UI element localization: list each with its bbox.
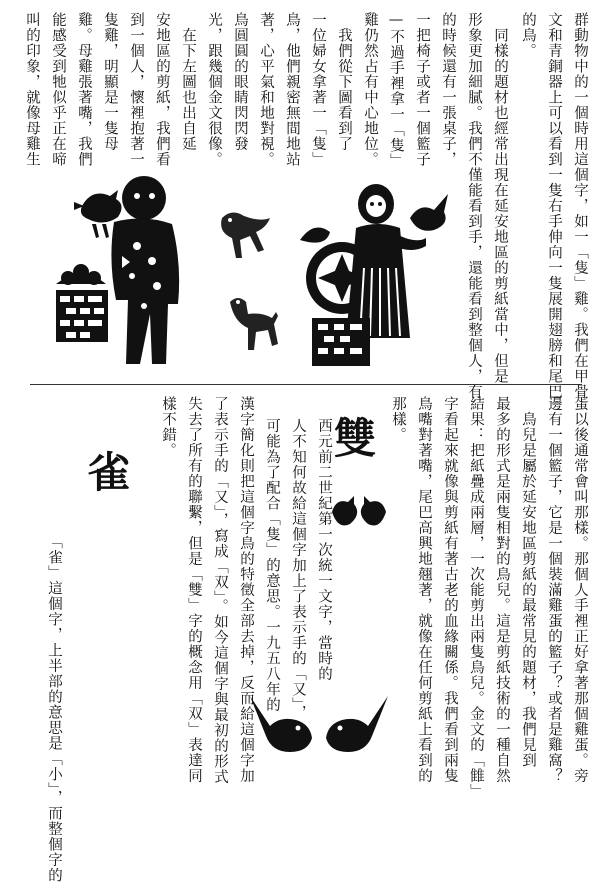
text-column: 鳥嘴對著嘴，尾巴高興地翹著，就像在任何剪紙上看到的: [416, 396, 432, 784]
bronze-script-paired-birds: [328, 492, 390, 532]
text-column: 失去了所有的聯繫，但是「雙」字的概念用「双」表達同: [186, 396, 202, 784]
papercut-woman-with-bird: [290, 168, 460, 378]
text-column: 字看起來就像與剪紙有著古老的血緣關係。我們看到兩隻: [442, 396, 458, 784]
text-column: 邊有一個籃子，它是一個裝滿雞蛋的籃子？或者是雞窩？: [546, 396, 562, 784]
text-column: 可能為了配合「隻」的意思。一九五八年的: [264, 418, 280, 713]
text-column: 「雀」這個字，上半部的意思是「小」，而整個字的: [46, 534, 62, 883]
text-column: 我們從下圖看到了: [336, 12, 352, 152]
text-column: 鳥，他們親密無間地站: [284, 12, 300, 167]
text-column: 群動物中的一個時用這個字，如一「隻」雞。我們在甲骨: [572, 12, 588, 400]
text-column: 結果：把紙疊成兩層，一次能剪出兩隻鳥兒。金文的「雔」: [468, 396, 484, 799]
section-divider: [30, 384, 582, 385]
text-column: 著，心平氣和地對視。: [258, 12, 274, 167]
text-column: 的時候還有一張桌子，: [440, 12, 456, 167]
text-column: 最多的形式是兩隻相對的鳥兒。這是剪紙技術的一種自然: [494, 396, 510, 784]
text-column: 隻雞，明顯是一隻母: [102, 12, 118, 152]
text-column: 同樣的題材也經常出現在延安地區的剪紙當中，但是: [492, 12, 508, 384]
text-column: 安地區的剪紙，我們看: [154, 12, 170, 167]
text-column: 西元前二世紀第一次統一文字，當時的: [316, 418, 332, 682]
text-column: 在下左圖也出自延: [180, 12, 196, 152]
papercut-person-with-hen: [52, 166, 202, 376]
text-column: 了表示手的「又」，寫成「双」。如今這個字與最初的形式: [212, 396, 228, 785]
text-column: 漢字簡化則把這個字鳥的特徵全部去掉，反而給這個字加: [238, 396, 254, 784]
text-column: 形象更加細膩。我們不僅能看到手，還能看到整個人，有: [466, 12, 482, 400]
text-column: 雞仍然占有中心地位。: [362, 12, 378, 167]
text-column: 到一個人，懷裡抱著一: [128, 12, 144, 167]
text-column: —不過手裡拿一「隻」: [388, 12, 404, 169]
headword-que: 雀: [88, 448, 131, 497]
text-column: 能感受到牠似乎正在啼: [50, 12, 66, 167]
text-column: 文和青銅器上可以看到一隻右手伸向一隻展開翅膀和尾巴: [546, 12, 562, 400]
text-column: 一把椅子或者一個籃子: [414, 12, 430, 167]
text-column: 蛋以後通常會叫那樣。那個人手裡正好拿著那個雞蛋。旁: [572, 396, 588, 784]
text-column: 那樣。: [390, 396, 406, 443]
text-column: 樣不錯。: [160, 396, 176, 458]
text-column: 光，跟幾個金文很像。: [206, 12, 222, 167]
text-column: 一位婦女拿著一「隻」: [310, 12, 326, 167]
papercut-paired-birds: [246, 690, 392, 760]
text-column: 鳥圓圓的眼睛閃閃發: [232, 12, 248, 152]
bronze-script-bird-glyph: [216, 206, 276, 276]
text-column: 的鳥。: [520, 12, 536, 59]
text-column: 鳥兒是屬於延安地區剪紙的最常見的題材，我們見到: [520, 396, 536, 768]
bronze-script-dog-glyph: [226, 294, 280, 354]
text-column: 雞。母雞張著嘴，我們: [76, 12, 92, 167]
text-column: 人不知何故給這個字加上了表示手的「又」，: [290, 418, 306, 721]
text-column: 叫的印象，就像母雞生: [24, 12, 40, 167]
headword-shuang: 雙: [334, 414, 377, 463]
